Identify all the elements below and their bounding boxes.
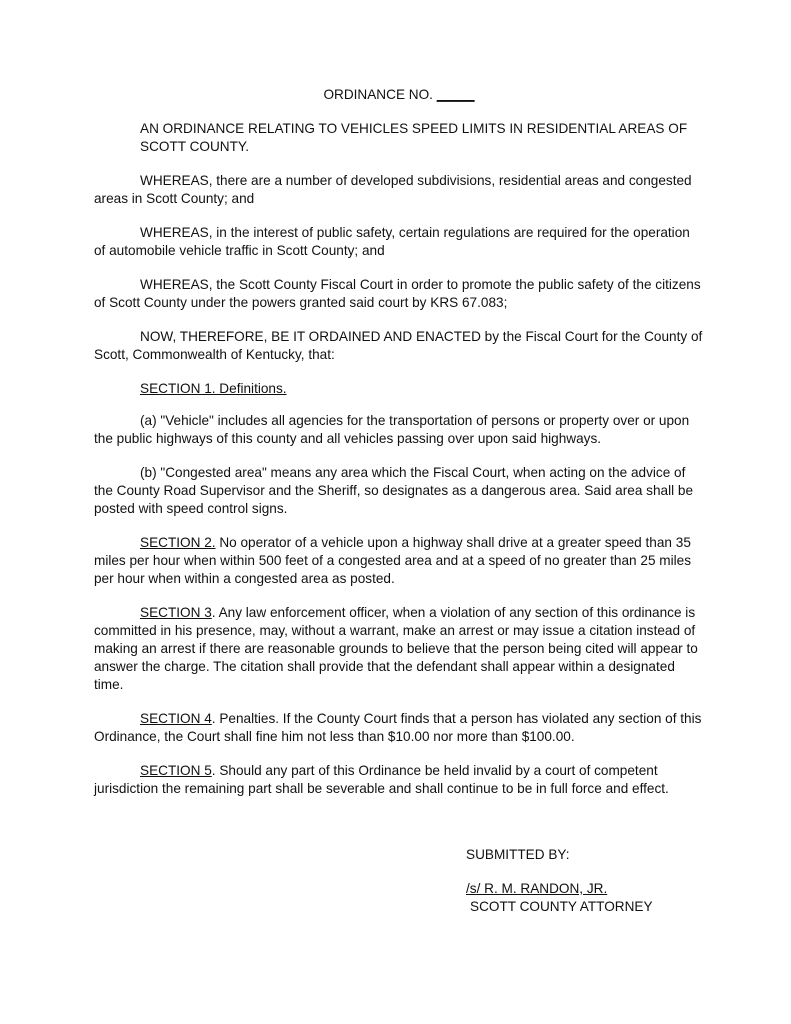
section-5 — [94, 762, 704, 798]
section-1-heading — [140, 380, 704, 398]
section-3 — [94, 604, 704, 694]
ordinance-number-blank: _____ — [436, 87, 475, 102]
enactment-clause: NOW, THEREFORE, BE IT ORDAINED AND ENACTED by the Fiscal Court for the County of Scott, Commonwealth of Kentucky, that: — [94, 329, 703, 362]
section-3-text: . Any law enforcement officer, when a violation of any section of this ordinance is committed in his presence, may, without a warrant, make an arrest or may issue a citation instead of making an arrest if there are reasonable grounds to believe that the person being cited will appear to answer the charge. The citation shall provide that the defendant shall appear within a designated time. — [94, 605, 698, 692]
submitted-by-label: SUBMITTED BY: — [466, 847, 570, 862]
section-2-text: No operator of a vehicle upon a highway shall drive at a greater speed than 35 miles per hour when within 500 feet of a congested area and at a speed of no greater than 25 miles per hour when within a congested area as posted. — [94, 535, 691, 586]
section-2-label: SECTION 2. — [140, 535, 216, 550]
ordinance-subject: AN ORDINANCE RELATING TO VEHICLES SPEED LIMITS IN RESIDENTIAL AREAS OF SCOTT COUNTY. — [140, 121, 688, 154]
ordinance-title — [94, 86, 704, 104]
whereas-clause-3: WHEREAS, the Scott County Fiscal Court in order to promote the public safety of the citizens of Scott County under the powers granted said court by KRS 67.083; — [94, 277, 701, 310]
signer-office: SCOTT COUNTY ATTORNEY — [470, 899, 653, 914]
definition-congested-area: (b) "Congested area" means any area which the Fiscal Court, when acting on the advice of the County Road Supervisor and the Sheriff, so designates as a dangerous area. Said area shall be posted with speed control signs. — [94, 465, 694, 516]
title-text: ORDINANCE NO. — [323, 87, 433, 102]
whereas-clause-2: WHEREAS, in the interest of public safety, certain regulations are required for the operation of automobile vehicle traffic in Scott County; and — [94, 225, 690, 258]
signature-spacer — [466, 864, 653, 880]
section-4-text: . Penalties. If the County Court finds that a person has violated any section of this Ordinance, the Court shall fine him not less than $10.00 nor more than $100.00. — [94, 711, 702, 744]
section-5-text: . Should any part of this Ordinance be held invalid by a court of competent jurisdiction the remaining part shall be severable and shall continue to be in full force and effect. — [94, 763, 669, 796]
section-1-heading-text: SECTION 1. Definitions. — [140, 381, 287, 396]
section-4-label: SECTION 4 — [140, 711, 212, 726]
section-4 — [94, 710, 704, 746]
signature-block — [466, 846, 653, 916]
definition-vehicle: (a) "Vehicle" includes all agencies for the transportation of persons or property over or upon the public highways of this county and all vehicles passing over upon said highways. — [94, 413, 690, 446]
whereas-clause-1: WHEREAS, there are a number of developed subdivisions, residential areas and congested areas in Scott County; and — [94, 173, 692, 206]
ordinance-body — [94, 86, 704, 814]
signer-name: /s/ R. M. RANDON, JR. — [466, 881, 608, 896]
section-2 — [94, 534, 704, 588]
section-3-label: SECTION 3 — [140, 605, 212, 620]
section-5-label: SECTION 5 — [140, 763, 212, 778]
